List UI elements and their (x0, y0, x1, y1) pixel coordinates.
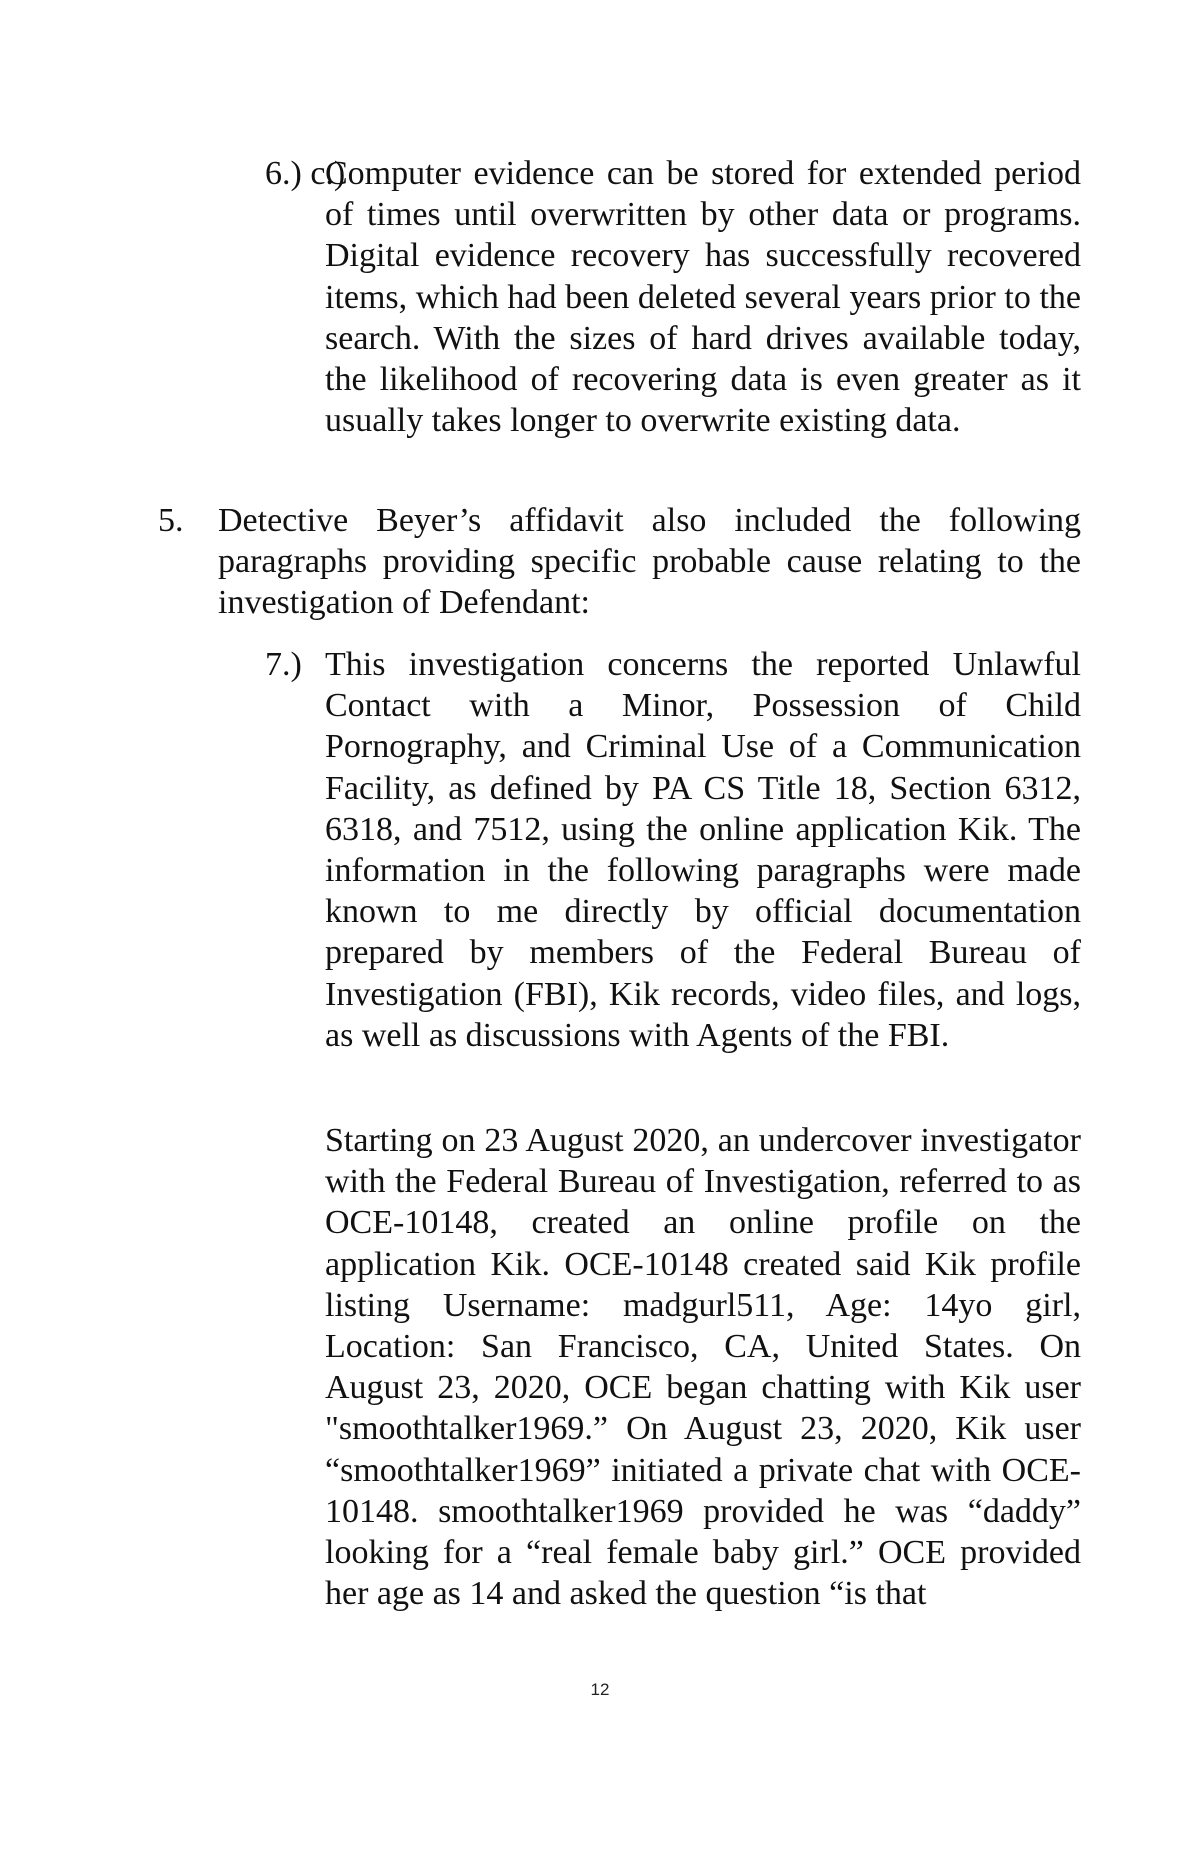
paragraph-7-continued-text: Starting on 23 August 2020, an undercover investigator with the Federal Bureau of Investigation, referred to as OCE-10148, created an online profile on the application Kik. OCE-10148 created said Kik profile listing Username: madgurl511, Age: 14yo girl, Location: San Francisco, CA, United States. On August 23, 2020, OCE began chatting with Kik user "smoothtalker1969.” On August 23, 2020, Kik user “smoothtalker1969” initiated a private chat with OCE-10148. smoothtalker1969 provided he was “daddy” looking for a “real female baby girl.” OCE provided her age as 14 and asked the question “is that (325, 1122, 1081, 1613)
paragraph-number-5: 5. (158, 502, 184, 539)
paragraph-5-text: Detective Beyer’s affidavit also included the following paragraphs providing specific probable cause relating to the investigation of Defendant: (218, 502, 1081, 622)
paragraph-number-6c: 6.) c.) (265, 155, 346, 192)
paragraph-7-text: This investigation concerns the reported Unlawful Contact with a Minor, Possession of Child Pornography, and Criminal Use of a Communication Facility, as defined by PA CS Title 18, Section 6312, 6318, and 7512, using the online application Kik. The information in the following paragraphs were made known to me directly by official documentation prepared by members of the Federal Bureau of Investigation (FBI), Kik records, video files, and logs, as well as discussions with Agents of the FBI. (325, 646, 1081, 1054)
page-number: 12 (590, 1680, 610, 1699)
paragraph-number-7: 7.) (265, 646, 302, 683)
paragraph-6c-text: Computer evidence can be stored for extended period of times until overwritten by other data or programs. Digital evidence recovery has successfully recovered items, which had been deleted several years prior to the search. With the sizes of hard drives available today, the likelihood of recovering data is even greater as it usually takes longer to overwrite existing data. (325, 155, 1081, 440)
